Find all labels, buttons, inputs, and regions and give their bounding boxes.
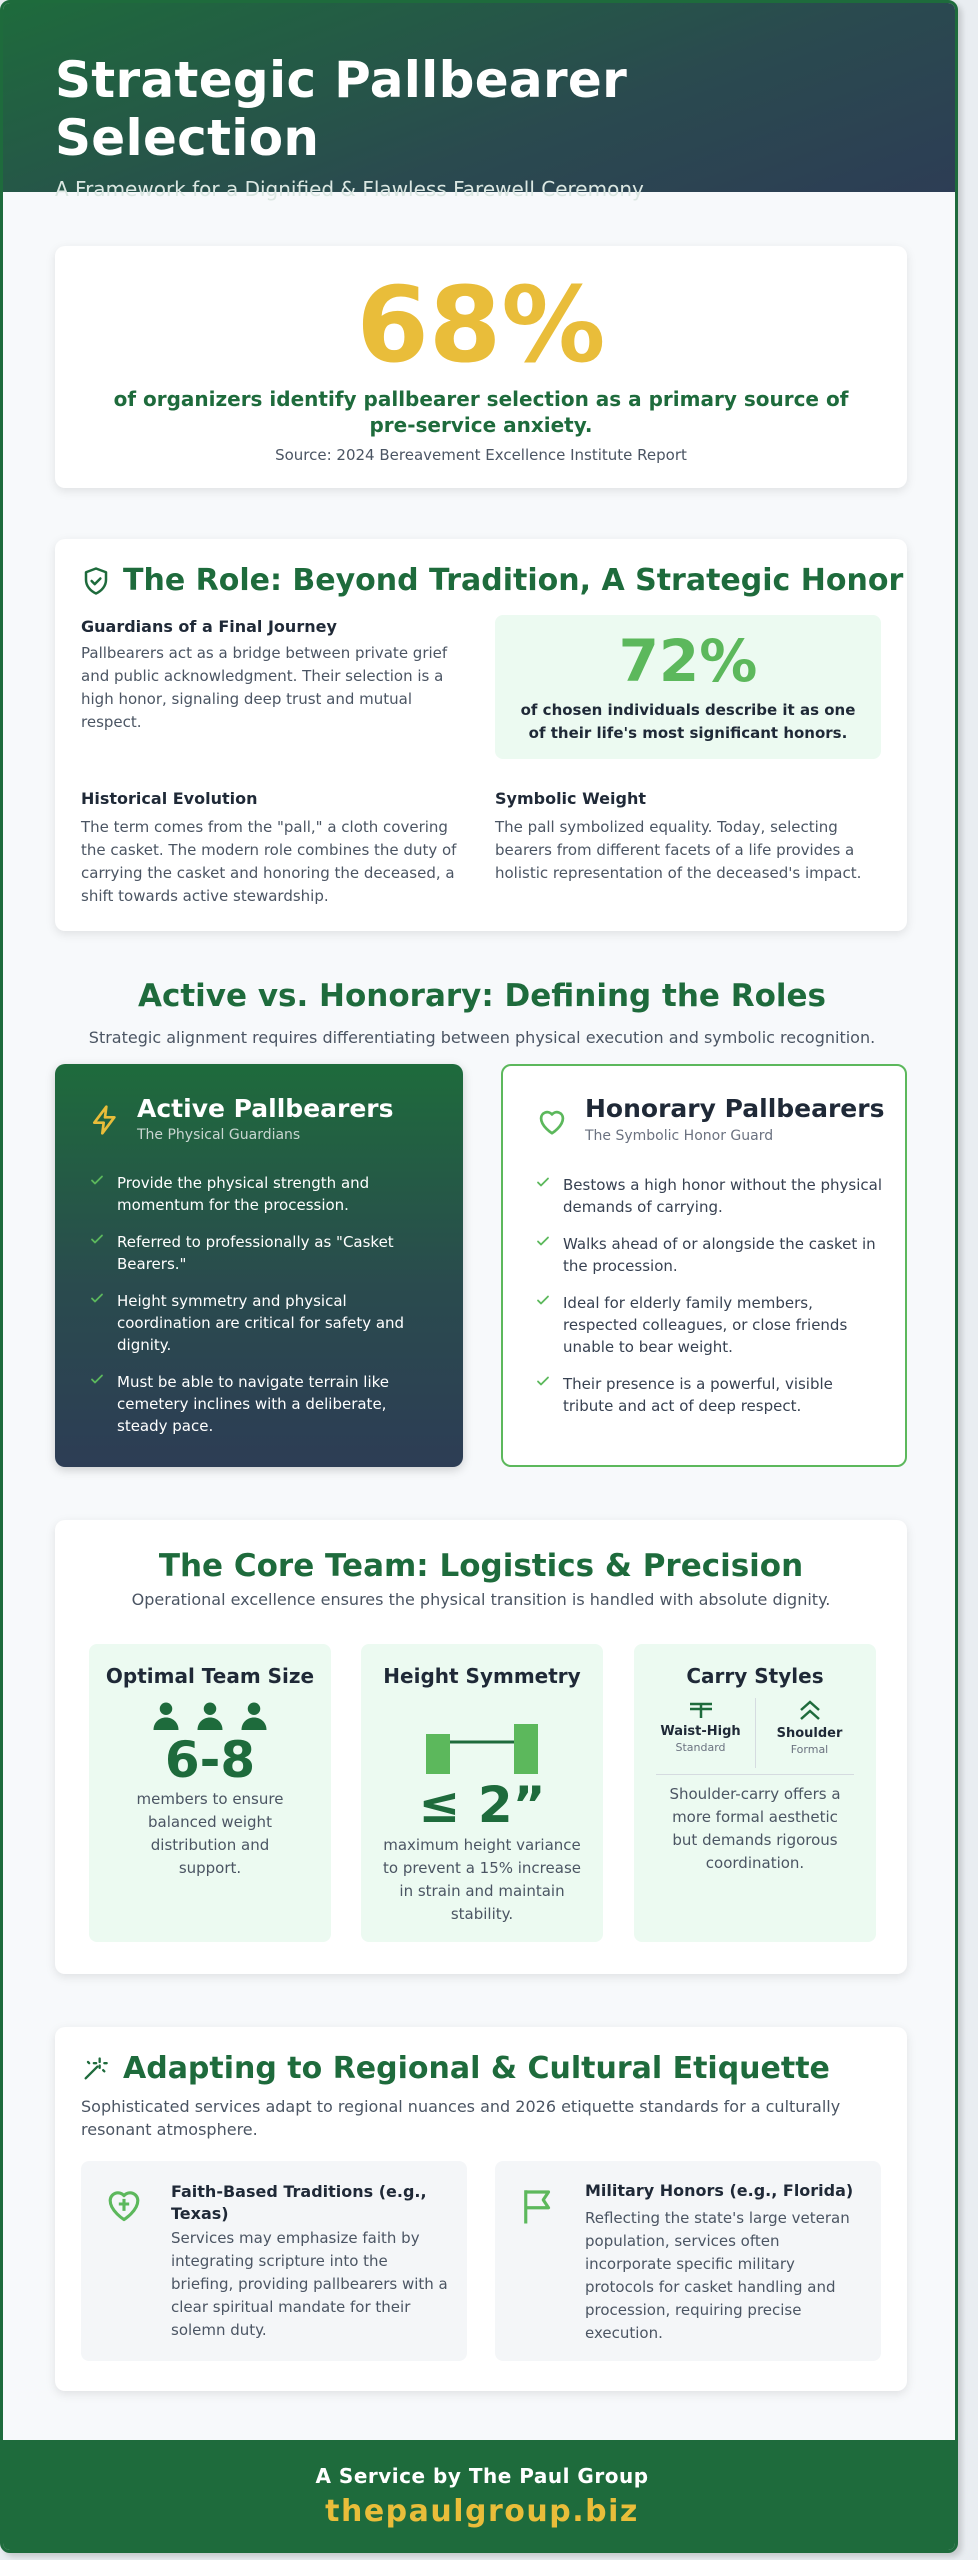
carry-text: Shoulder-carry offers a more formal aesthetic but demands rigorous coordination. [669,1785,841,1872]
list-item [535,1233,885,1277]
active-card [55,1064,463,1467]
carry-title: Carry Styles [686,1664,824,1688]
check-icon [535,1373,551,1395]
role-heading [81,563,903,598]
guardians-block [81,617,471,734]
list-item [535,1292,885,1358]
honorary-card [501,1064,907,1467]
carry-box [634,1644,876,1942]
honorary-subtitle: The Symbolic Honor Guard [585,1128,774,1144]
list-item [89,1371,439,1437]
team-size-text: members to ensure balanced weight distribution and support. [136,1790,284,1877]
shoulder-style [756,1698,864,1768]
roles-title: Active vs. Honorary: Defining the Roles [137,978,827,1014]
core-subtitle: Operational excellence ensures the physical transition is handled with absolute dignity. [131,1590,831,1609]
sparkle-icon [81,2054,109,2084]
list-item-text: Must be able to navigate terrain like cemetery inclines with a deliberate, steady pace. [117,1373,389,1435]
height-text: maximum height variance to prevent a 15% increase in strain and maintain stability. [383,1836,581,1923]
flag-icon [517,2185,559,2231]
role-title: The Role: Beyond Tradition, A Strategic Honor [123,563,904,598]
people-icons [89,1700,331,1730]
shield-check-icon [81,566,111,596]
footer-line1: A Service by The Paul Group [315,2464,649,2488]
page-subtitle: A Framework for a Dignified & Flawless Farewell Ceremony [55,177,644,201]
check-icon [535,1292,551,1314]
honor-stat-box [495,615,881,759]
lightning-icon [89,1102,121,1142]
guardians-text: Pallbearers act as a bridge between private grief and public acknowledgment. Their selection is a high honor, signaling deep trust and mutual respect. [81,644,448,731]
honorary-title: Honorary Pallbearers [585,1094,885,1123]
list-item-text: Provide the physical strength and momentum for the procession. [117,1174,370,1214]
check-icon [89,1290,105,1312]
symbolic-text: The pall symbolized equality. Today, selecting bearers from different facets of a life provides a holistic representation of the deceased's impact. [495,818,862,882]
check-icon [89,1231,105,1253]
history-text: The term comes from the "pall," a cloth covering the casket. The modern role combines the duty of carrying the casket and honoring the deceased, a shift towards active stewardship. [81,818,457,905]
history-title: Historical Evolution [81,789,258,808]
honor-stat-text: of chosen individuals describe it as one of their life's most significant honors. [520,701,856,742]
etiquette-subtitle: Sophisticated services adapt to regional nuances and 2026 etiquette standards for a culturally resonant atmosphere. [81,2097,841,2139]
list-item-text: Bestows a high honor without the physical demands of carrying. [563,1176,883,1216]
faith-box [81,2161,467,2361]
faith-text: Services may emphasize faith by integrating scripture into the briefing, providing pallbearers with a clear spiritual mandate for their solemn duty. [171,2229,448,2339]
check-icon [89,1172,105,1194]
chevrons-up-icon [796,1698,824,1722]
honor-stat-value: 72% [618,627,758,695]
team-size-title: Optimal Team Size [105,1664,315,1688]
stat-source: Source: 2024 Bereavement Excellence Institute Report [275,446,687,464]
role-card [55,539,907,931]
list-item-text: Height symmetry and physical coordination are critical for safety and dignity. [117,1292,405,1354]
team-size-box [89,1644,331,1942]
height-value: ≤ 2” [418,1776,546,1834]
page-title: Strategic Pallbearer Selection [55,51,628,167]
shoulder-sub: Formal [790,1743,829,1756]
list-item-text: Ideal for elderly family members, respected colleagues, or close friends unable to bear weight. [563,1294,848,1356]
guardians-title: Guardians of a Final Journey [81,617,337,636]
active-title: Active Pallbearers [137,1094,394,1123]
height-level-icon [361,1722,603,1774]
footer-website-link[interactable]: thepaulgroup.biz [325,2494,639,2529]
etiquette-heading [81,2051,830,2086]
list-item-text: Referred to professionally as "Casket Bearers." [117,1233,394,1273]
heart-plus-icon [103,2185,145,2227]
heart-icon [535,1106,569,1140]
list-item [535,1373,885,1417]
stat-statement: of organizers identify pallbearer selection as a primary source of pre-service anxiety. [113,387,849,437]
symbolic-block [495,789,881,885]
core-title: The Core Team: Logistics & Precision [158,1548,804,1584]
big-stat: 68% [356,264,606,386]
active-subtitle: The Physical Guardians [137,1127,301,1143]
check-icon [535,1174,551,1196]
person-icon [151,1700,181,1730]
military-title: Military Honors (e.g., Florida) [585,2181,854,2200]
list-item [89,1231,439,1275]
waist-high-icon [686,1698,716,1720]
stat-card [55,246,907,488]
active-list [89,1172,439,1452]
faith-title: Faith-Based Traditions (e.g., Texas) [171,2182,427,2223]
military-box [495,2161,881,2361]
etiquette-title: Adapting to Regional & Cultural Etiquette [123,2051,830,2086]
list-item [89,1172,439,1216]
honorary-list [535,1174,885,1432]
person-icon [239,1700,269,1730]
page-header [3,3,955,201]
check-icon [535,1233,551,1255]
waist-high-sub: Standard [675,1741,726,1754]
page-footer [3,2440,958,2553]
height-box [361,1644,603,1942]
list-item [535,1174,885,1218]
height-title: Height Symmetry [383,1664,581,1688]
list-item-text: Walks ahead of or alongside the casket in the procession. [563,1235,876,1275]
history-block [81,789,471,908]
list-item [89,1290,439,1356]
list-item-text: Their presence is a powerful, visible tribute and act of deep respect. [563,1375,833,1415]
symbolic-title: Symbolic Weight [495,789,646,808]
military-text: Reflecting the state's large veteran population, services often incorporate specific military protocols for casket handling and procession, requiring precise execution. [585,2209,850,2342]
check-icon [89,1371,105,1393]
roles-subtitle: Strategic alignment requires differentiating between physical execution and symbolic recognition. [88,1028,876,1047]
carry-styles-row [634,1698,876,1768]
waist-high-label: Waist-High [660,1724,741,1739]
waist-high-style [647,1698,756,1768]
shoulder-label: Shoulder [776,1726,843,1741]
person-icon [195,1700,225,1730]
team-size-value: 6-8 [164,1731,256,1789]
